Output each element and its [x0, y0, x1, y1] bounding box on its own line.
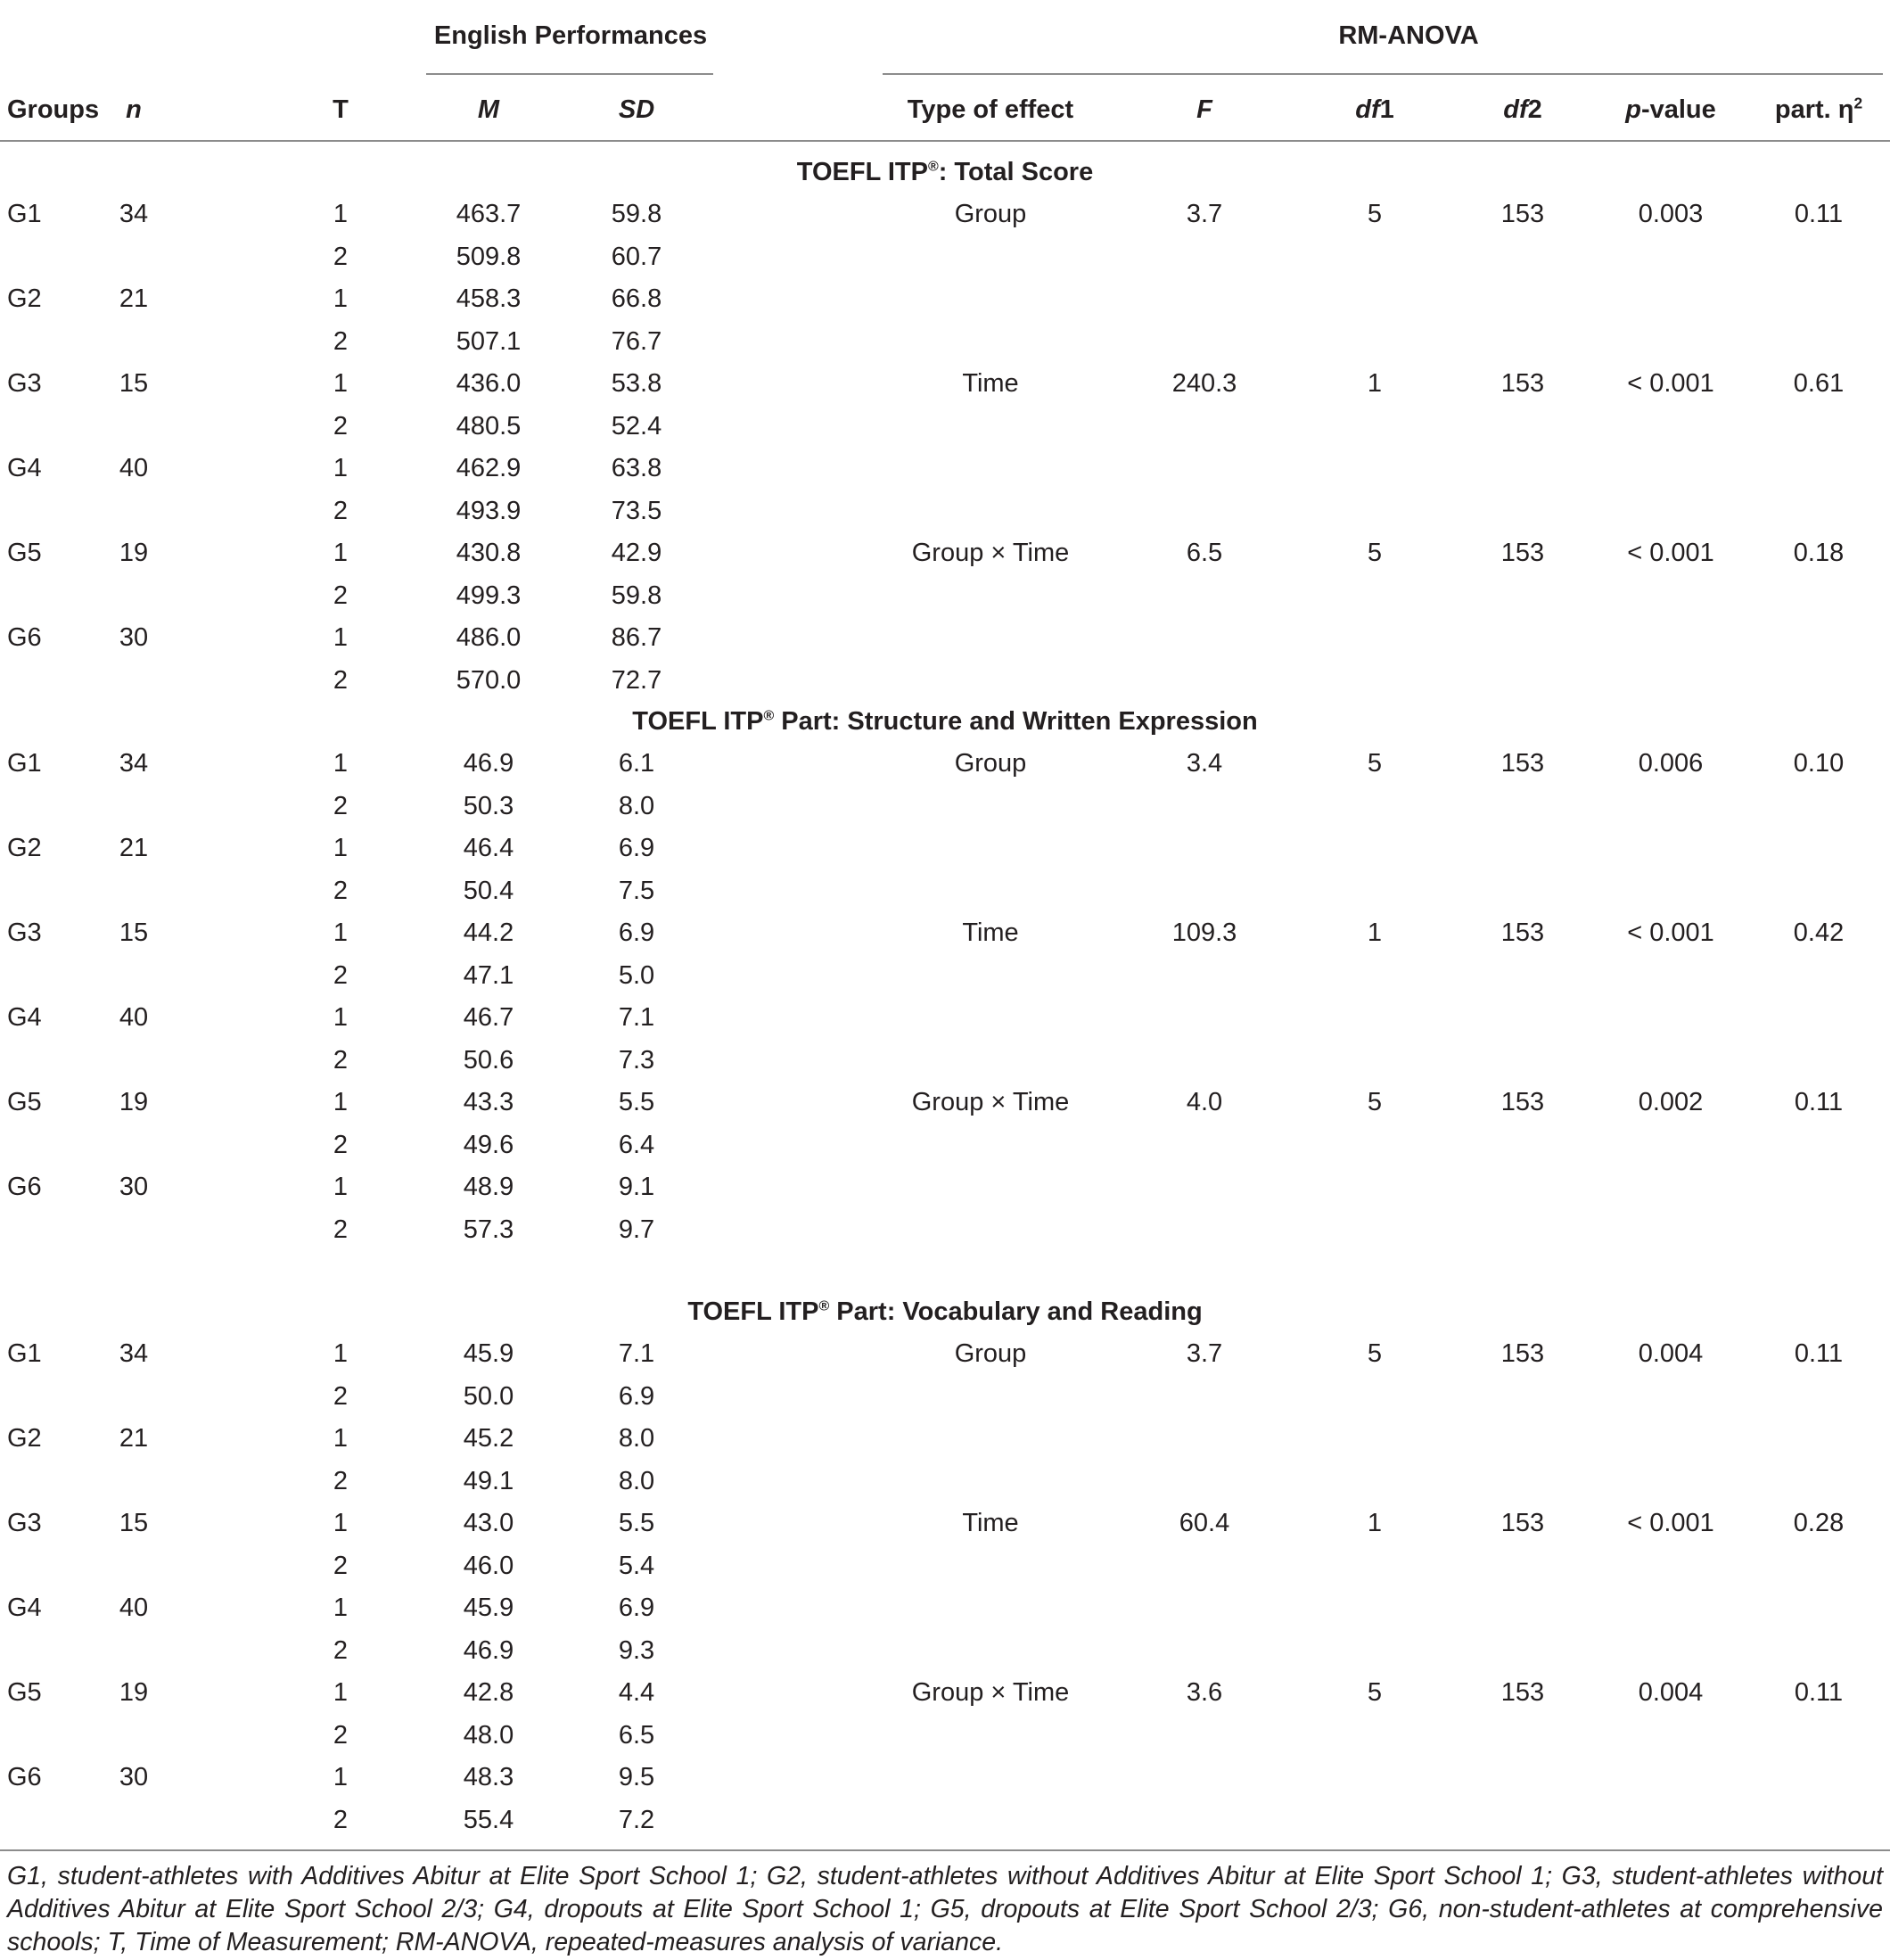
cell-f: 109.3	[1171, 918, 1237, 947]
cell-sd: 7.2	[618, 1805, 655, 1834]
rule-header-bottom	[0, 140, 1890, 142]
cell-mean: 50.0	[463, 1381, 514, 1411]
cell-mean: 43.3	[463, 1088, 514, 1116]
cell-sd: 6.9	[618, 834, 655, 862]
cell-mean: 48.3	[463, 1763, 514, 1791]
cell-sd: 9.5	[618, 1763, 655, 1791]
cell-group: G2	[7, 834, 42, 862]
cell-partial-eta: 0.11	[1794, 1088, 1844, 1116]
cell-group: G2	[7, 1424, 42, 1453]
cell-mean: 46.9	[463, 1635, 514, 1665]
cell-p-value: < 0.001	[1627, 539, 1714, 567]
cell-effect-type: Time	[962, 369, 1019, 398]
cell-df1: 5	[1367, 1088, 1383, 1116]
cell-f: 240.3	[1171, 369, 1237, 398]
section-title-structure-written-expression	[632, 705, 1257, 737]
cell-time: 2	[333, 1551, 349, 1580]
cell-effect-type: Group × Time	[911, 539, 1070, 567]
registered-mark: ®	[763, 708, 775, 724]
cell-partial-eta: 0.28	[1793, 1509, 1845, 1537]
cell-mean: 509.8	[456, 242, 522, 271]
cell-df1: 5	[1367, 749, 1383, 778]
cell-time: 2	[333, 791, 349, 820]
cell-df2: 153	[1500, 200, 1545, 228]
col-m: M	[477, 95, 500, 124]
cell-time: 1	[333, 1763, 349, 1791]
cell-mean: 50.3	[463, 791, 514, 820]
section-title-vocabulary-reading	[687, 1296, 1202, 1328]
col-df1-num: 1	[1379, 95, 1394, 124]
cell-mean: 42.8	[463, 1678, 514, 1707]
cell-sd: 5.5	[618, 1088, 655, 1116]
cell-time: 2	[333, 581, 349, 610]
cell-sd: 5.0	[618, 960, 655, 990]
cell-sd: 63.8	[611, 454, 662, 482]
registered-mark: ®	[818, 1298, 830, 1314]
cell-mean: 46.4	[463, 834, 514, 862]
cell-group: G3	[7, 1509, 42, 1537]
section-title-post: Part: Vocabulary and Reading	[829, 1297, 1203, 1326]
cell-time: 1	[333, 1339, 349, 1368]
rule-rm-anova	[883, 73, 1883, 75]
section-title-post: Part: Structure and Written Expression	[774, 707, 1258, 736]
col-n: n	[126, 95, 142, 124]
cell-p-value: < 0.001	[1627, 1509, 1714, 1537]
cell-group: G3	[7, 369, 42, 398]
cell-mean: 462.9	[456, 454, 522, 482]
rule-english-performances	[426, 73, 713, 75]
cell-time: 1	[333, 369, 349, 398]
cell-f: 3.6	[1186, 1678, 1223, 1707]
cell-mean: 50.4	[463, 876, 514, 905]
cell-sd: 6.1	[618, 749, 655, 778]
cell-f: 3.4	[1186, 749, 1223, 778]
cell-partial-eta: 0.18	[1793, 539, 1845, 567]
cell-mean: 458.3	[456, 284, 522, 313]
col-p-value	[1625, 94, 1716, 126]
cell-mean: 55.4	[463, 1805, 514, 1834]
col-groups: Groups	[7, 95, 100, 124]
cell-f: 3.7	[1186, 1339, 1223, 1368]
cell-sd: 7.3	[618, 1045, 655, 1075]
cell-group: G4	[7, 1003, 42, 1032]
cell-time: 2	[333, 411, 349, 441]
cell-mean: 45.9	[463, 1594, 514, 1622]
cell-n: 15	[119, 369, 149, 398]
cell-mean: 493.9	[456, 496, 522, 525]
cell-time: 2	[333, 1466, 349, 1495]
cell-p-value: 0.002	[1638, 1088, 1704, 1116]
cell-df2: 153	[1500, 1088, 1545, 1116]
cell-mean: 507.1	[456, 326, 522, 356]
cell-group: G3	[7, 918, 42, 947]
cell-sd: 59.8	[611, 581, 662, 610]
col-f: F	[1196, 95, 1212, 124]
cell-effect-type: Time	[962, 1509, 1019, 1537]
cell-sd: 66.8	[611, 284, 662, 313]
col-sd: SD	[618, 95, 655, 124]
cell-n: 19	[119, 1678, 149, 1707]
cell-time: 2	[333, 665, 349, 695]
cell-df2: 153	[1500, 1509, 1545, 1537]
cell-df2: 153	[1500, 918, 1545, 947]
cell-mean: 46.7	[463, 1003, 514, 1032]
section-title-pre: TOEFL ITP	[632, 707, 764, 736]
cell-effect-type: Time	[962, 918, 1019, 947]
cell-sd: 8.0	[618, 791, 655, 820]
cell-effect-type: Group	[954, 749, 1027, 778]
rule-table-bottom	[0, 1849, 1890, 1851]
cell-group: G4	[7, 454, 42, 482]
cell-sd: 72.7	[611, 665, 662, 695]
cell-p-value: 0.006	[1638, 749, 1704, 778]
cell-mean: 47.1	[463, 960, 514, 990]
cell-partial-eta: 0.11	[1794, 200, 1844, 228]
cell-partial-eta: 0.42	[1793, 918, 1845, 947]
cell-group: G1	[7, 749, 42, 778]
cell-sd: 7.1	[618, 1003, 655, 1032]
cell-sd: 8.0	[618, 1424, 655, 1453]
cell-time: 1	[333, 834, 349, 862]
cell-n: 15	[119, 1509, 149, 1537]
cell-time: 1	[333, 1003, 349, 1032]
cell-sd: 52.4	[611, 411, 662, 441]
cell-sd: 6.4	[618, 1130, 655, 1159]
col-p-rest: -value	[1640, 95, 1716, 124]
col-df1	[1355, 94, 1394, 126]
cell-sd: 76.7	[611, 326, 662, 356]
cell-mean: 480.5	[456, 411, 522, 441]
table-footnote: G1, student-athletes with Additives Abitur at Elite Sport School 1; G2, student-athletes without Additives Abitur at Elite Sport School 1; G3, student-athletes without Additives Abitur at Elite Sport School 2/3; G4, dropouts at Elite Sport School 1; G5, dropouts at Elite Sport School 2/3; G6, non-student-athletes at comprehensive schools; T, Time of Measurement; RM-ANOVA, repeated-measures analysis of variance.	[7, 1862, 1883, 1956]
cell-time: 2	[333, 1130, 349, 1159]
cell-f: 60.4	[1179, 1509, 1230, 1537]
cell-time: 2	[333, 242, 349, 271]
cell-mean: 436.0	[456, 369, 522, 398]
cell-mean: 570.0	[456, 665, 522, 695]
col-df2-num: 2	[1527, 95, 1542, 124]
cell-group: G5	[7, 539, 42, 567]
cell-group: G4	[7, 1594, 42, 1622]
col-df2-italic: df	[1503, 95, 1528, 124]
cell-time: 2	[333, 876, 349, 905]
cell-f: 4.0	[1186, 1088, 1223, 1116]
cell-n: 40	[119, 1594, 149, 1622]
cell-mean: 43.0	[463, 1509, 514, 1537]
cell-effect-type: Group	[954, 200, 1027, 228]
cell-sd: 9.3	[618, 1635, 655, 1665]
registered-mark: ®	[927, 159, 939, 175]
cell-time: 1	[333, 200, 349, 228]
cell-time: 1	[333, 623, 349, 652]
cell-time: 1	[333, 539, 349, 567]
cell-mean: 499.3	[456, 581, 522, 610]
cell-time: 2	[333, 1381, 349, 1411]
section-title-total-score	[797, 156, 1093, 188]
cell-mean: 50.6	[463, 1045, 514, 1075]
cell-group: G6	[7, 1763, 42, 1791]
cell-sd: 5.4	[618, 1551, 655, 1580]
section-title-pre: TOEFL ITP	[687, 1297, 819, 1326]
cell-p-value: 0.004	[1638, 1339, 1704, 1368]
cell-sd: 4.4	[618, 1678, 655, 1707]
cell-mean: 46.9	[463, 749, 514, 778]
cell-sd: 9.1	[618, 1173, 655, 1201]
cell-mean: 46.0	[463, 1551, 514, 1580]
cell-mean: 463.7	[456, 200, 522, 228]
cell-mean: 48.0	[463, 1720, 514, 1750]
cell-df1: 1	[1367, 369, 1383, 398]
cell-mean: 430.8	[456, 539, 522, 567]
cell-sd: 5.5	[618, 1509, 655, 1537]
cell-df2: 153	[1500, 1339, 1545, 1368]
cell-n: 34	[119, 749, 149, 778]
cell-n: 30	[119, 1763, 149, 1791]
cell-time: 2	[333, 496, 349, 525]
cell-time: 1	[333, 1509, 349, 1537]
cell-time: 2	[333, 1805, 349, 1834]
cell-mean: 44.2	[463, 918, 514, 947]
cell-df1: 5	[1367, 1678, 1383, 1707]
cell-time: 1	[333, 1678, 349, 1707]
cell-df2: 153	[1500, 1678, 1545, 1707]
cell-time: 2	[333, 1635, 349, 1665]
cell-n: 19	[119, 539, 149, 567]
col-t: T	[333, 95, 349, 124]
cell-sd: 86.7	[611, 623, 662, 652]
cell-time: 2	[333, 1720, 349, 1750]
cell-f: 6.5	[1186, 539, 1223, 567]
cell-sd: 6.9	[618, 918, 655, 947]
cell-sd: 42.9	[611, 539, 662, 567]
cell-n: 21	[119, 284, 149, 313]
cell-time: 2	[333, 326, 349, 356]
col-p-italic: p	[1625, 95, 1641, 124]
cell-sd: 73.5	[611, 496, 662, 525]
cell-n: 40	[119, 1003, 149, 1032]
cell-f: 3.7	[1186, 200, 1223, 228]
col-df1-italic: df	[1355, 95, 1380, 124]
cell-time: 1	[333, 1424, 349, 1453]
cell-mean: 486.0	[456, 623, 522, 652]
cell-partial-eta: 0.11	[1794, 1678, 1844, 1707]
cell-n: 30	[119, 623, 149, 652]
cell-sd: 7.1	[618, 1339, 655, 1368]
cell-mean: 49.6	[463, 1130, 514, 1159]
cell-time: 2	[333, 1045, 349, 1075]
cell-df1: 5	[1367, 539, 1383, 567]
cell-time: 1	[333, 1088, 349, 1116]
cell-sd: 6.9	[618, 1381, 655, 1411]
cell-sd: 59.8	[611, 200, 662, 228]
cell-df1: 1	[1367, 1509, 1383, 1537]
cell-p-value: 0.003	[1638, 200, 1704, 228]
cell-df1: 5	[1367, 200, 1383, 228]
cell-partial-eta: 0.10	[1793, 749, 1845, 778]
cell-mean: 45.9	[463, 1339, 514, 1368]
cell-df1: 1	[1367, 918, 1383, 947]
cell-p-value: < 0.001	[1627, 369, 1714, 398]
cell-sd: 6.5	[618, 1720, 655, 1750]
cell-sd: 7.5	[618, 876, 655, 905]
cell-effect-type: Group × Time	[911, 1088, 1070, 1116]
cell-time: 1	[333, 1594, 349, 1622]
cell-group: G5	[7, 1678, 42, 1707]
cell-n: 15	[119, 918, 149, 947]
cell-group: G6	[7, 1173, 42, 1201]
cell-df2: 153	[1500, 749, 1545, 778]
cell-group: G2	[7, 284, 42, 313]
col-type-of-effect: Type of effect	[907, 95, 1074, 124]
col-eta-sup: 2	[1853, 94, 1863, 112]
section-title-post: : Total Score	[938, 158, 1094, 186]
cell-partial-eta: 0.11	[1794, 1339, 1844, 1368]
cell-time: 2	[333, 960, 349, 990]
cell-time: 2	[333, 1215, 349, 1244]
cell-group: G1	[7, 1339, 42, 1368]
col-df2	[1503, 94, 1542, 126]
cell-n: 30	[119, 1173, 149, 1201]
cell-df2: 153	[1500, 539, 1545, 567]
cell-effect-type: Group × Time	[911, 1678, 1070, 1707]
cell-time: 1	[333, 284, 349, 313]
cell-n: 40	[119, 454, 149, 482]
cell-time: 1	[333, 1173, 349, 1201]
cell-group: G5	[7, 1088, 42, 1116]
cell-n: 21	[119, 834, 149, 862]
cell-effect-type: Group	[954, 1339, 1027, 1368]
cell-group: G1	[7, 200, 42, 228]
header-english-performances: English Performances	[433, 21, 708, 50]
col-partial-eta-squared	[1775, 94, 1862, 126]
cell-sd: 8.0	[618, 1466, 655, 1495]
cell-mean: 49.1	[463, 1466, 514, 1495]
cell-mean: 48.9	[463, 1173, 514, 1201]
cell-sd: 53.8	[611, 369, 662, 398]
cell-n: 19	[119, 1088, 149, 1116]
cell-n: 34	[119, 1339, 149, 1368]
cell-time: 1	[333, 918, 349, 947]
cell-p-value: < 0.001	[1627, 918, 1714, 947]
cell-n: 34	[119, 200, 149, 228]
cell-time: 1	[333, 749, 349, 778]
col-eta-pre: part. η	[1774, 95, 1854, 124]
header-rm-anova: RM-ANOVA	[1338, 21, 1479, 50]
cell-mean: 57.3	[463, 1215, 514, 1244]
cell-group: G6	[7, 623, 42, 652]
section-title-pre: TOEFL ITP	[796, 158, 928, 186]
cell-n: 21	[119, 1424, 149, 1453]
cell-df2: 153	[1500, 369, 1545, 398]
cell-df1: 5	[1367, 1339, 1383, 1368]
cell-time: 1	[333, 454, 349, 482]
cell-mean: 45.2	[463, 1424, 514, 1453]
cell-sd: 9.7	[618, 1215, 655, 1244]
cell-sd: 6.9	[618, 1594, 655, 1622]
cell-sd: 60.7	[611, 242, 662, 271]
cell-p-value: 0.004	[1638, 1678, 1704, 1707]
cell-partial-eta: 0.61	[1793, 369, 1845, 398]
